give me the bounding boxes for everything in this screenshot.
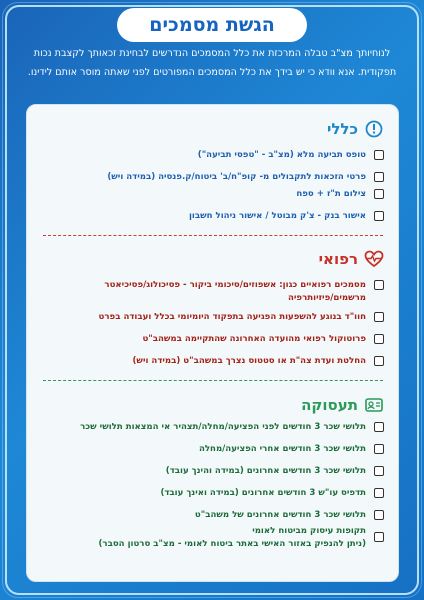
item-label: תדפיס עו"ש 3 חודשים אחרונים (במידה ואינך עובד) xyxy=(160,488,366,498)
item-label: פרטי הזכאות לתקבולים מ- קופ"ח/ב' ביטוח/ק.פנסיה (במידה ויש) xyxy=(107,172,366,182)
checklist-item[interactable] xyxy=(39,355,384,368)
item-label: תלושי שכר 3 חודשים אחרונים של משהב"ט xyxy=(194,510,366,520)
checkbox[interactable] xyxy=(374,211,384,221)
checkbox[interactable] xyxy=(374,488,384,498)
checklist-item[interactable] xyxy=(39,279,384,304)
checkbox[interactable] xyxy=(374,510,384,520)
item-label: אישור בנק - צ'ק מבוטל / אישור ניהול חשבון xyxy=(188,211,366,221)
section-medical-title: רפואי xyxy=(318,250,358,268)
checkbox[interactable] xyxy=(374,172,384,182)
section-general-header xyxy=(327,119,384,139)
item-label: תלושי שכר 3 חודשים אחרונים (במידה והינך עובד) xyxy=(165,466,366,476)
item-label: תלושי שכר 3 חודשים אחרי הפציעה/מחלה xyxy=(198,444,366,454)
checklist-item[interactable] xyxy=(39,333,384,346)
checkbox[interactable] xyxy=(374,444,384,454)
checkbox[interactable] xyxy=(374,280,384,290)
item-label: תקופות עיסוק מביטוח לאומי (ניתן להנפיק באזור האישי באתר ביטוח לאומי - מצ"ב סרטון הסבר) xyxy=(98,526,366,549)
page-title: הגשת מסמכים xyxy=(117,8,307,42)
checkbox[interactable] xyxy=(374,150,384,160)
item-label: תלושי שכר 3 חודשים לפני הפציעה/מחלה/תצהיר אי המצאות תלושי שכר xyxy=(80,422,366,432)
checklist-item[interactable] xyxy=(39,171,384,184)
item-label: פרוטוקול רפואי מהועדה האחרונה שהתקיימה במשהב"ט xyxy=(142,334,366,344)
checkbox[interactable] xyxy=(374,312,384,322)
checklist-card xyxy=(26,104,399,582)
checklist-item[interactable] xyxy=(39,188,384,201)
checklist-item[interactable] xyxy=(39,210,384,223)
checkbox[interactable] xyxy=(374,356,384,366)
checklist-item[interactable] xyxy=(39,421,384,434)
section-divider xyxy=(43,235,383,236)
checklist-item[interactable] xyxy=(39,525,384,550)
item-label: החלטת ועדת צה"ת או סטטוס נצרך במשהב"ט (במידה ויש) xyxy=(132,356,366,366)
checkbox[interactable] xyxy=(374,189,384,199)
checklist-item[interactable] xyxy=(39,509,384,522)
item-label: חוו"ד בנוגע להשפעות הפגיעה בתפקוד היומיומי בכלל ועבודה בפרט xyxy=(98,312,366,322)
checkbox[interactable] xyxy=(374,532,384,542)
item-label: טופס תביעה מלא (מצ"ב - "טפסי תביעה") xyxy=(197,150,366,160)
checklist-item[interactable] xyxy=(39,311,384,324)
checklist-item[interactable] xyxy=(39,443,384,456)
section-employment-header xyxy=(301,395,384,415)
section-employment-title: תעסוקה xyxy=(301,396,358,414)
checklist-item[interactable] xyxy=(39,149,384,162)
checklist-item[interactable] xyxy=(39,487,384,500)
info-icon xyxy=(364,119,384,139)
checkbox[interactable] xyxy=(374,466,384,476)
checklist-item[interactable] xyxy=(39,465,384,478)
section-divider xyxy=(43,380,383,381)
intro-paragraph: לנוחיותך מצ"ב טבלה המרכזת את כלל המסמכים הנדרשים לבחינת זכאותך לקצבת נכות תפקודית. אנא וודא כי יש בידך את כלל המסמכים המפורטים לפני שאתה מוסר אותם לידינו. xyxy=(27,48,397,78)
section-general-title: כללי xyxy=(326,120,358,138)
item-label: צילום ת"ז + ספח xyxy=(296,189,366,199)
checkbox[interactable] xyxy=(374,422,384,432)
heartbeat-icon xyxy=(364,249,384,269)
checkbox[interactable] xyxy=(374,334,384,344)
section-medical-header xyxy=(319,249,384,269)
id-card-icon xyxy=(364,395,384,415)
item-label: מסמכים רפואיים כגון: אשפוזים/סיכומי ביקור - פסיכולוג/פסיכיאטר מרשמים/פיזיותרפיה xyxy=(104,280,366,303)
